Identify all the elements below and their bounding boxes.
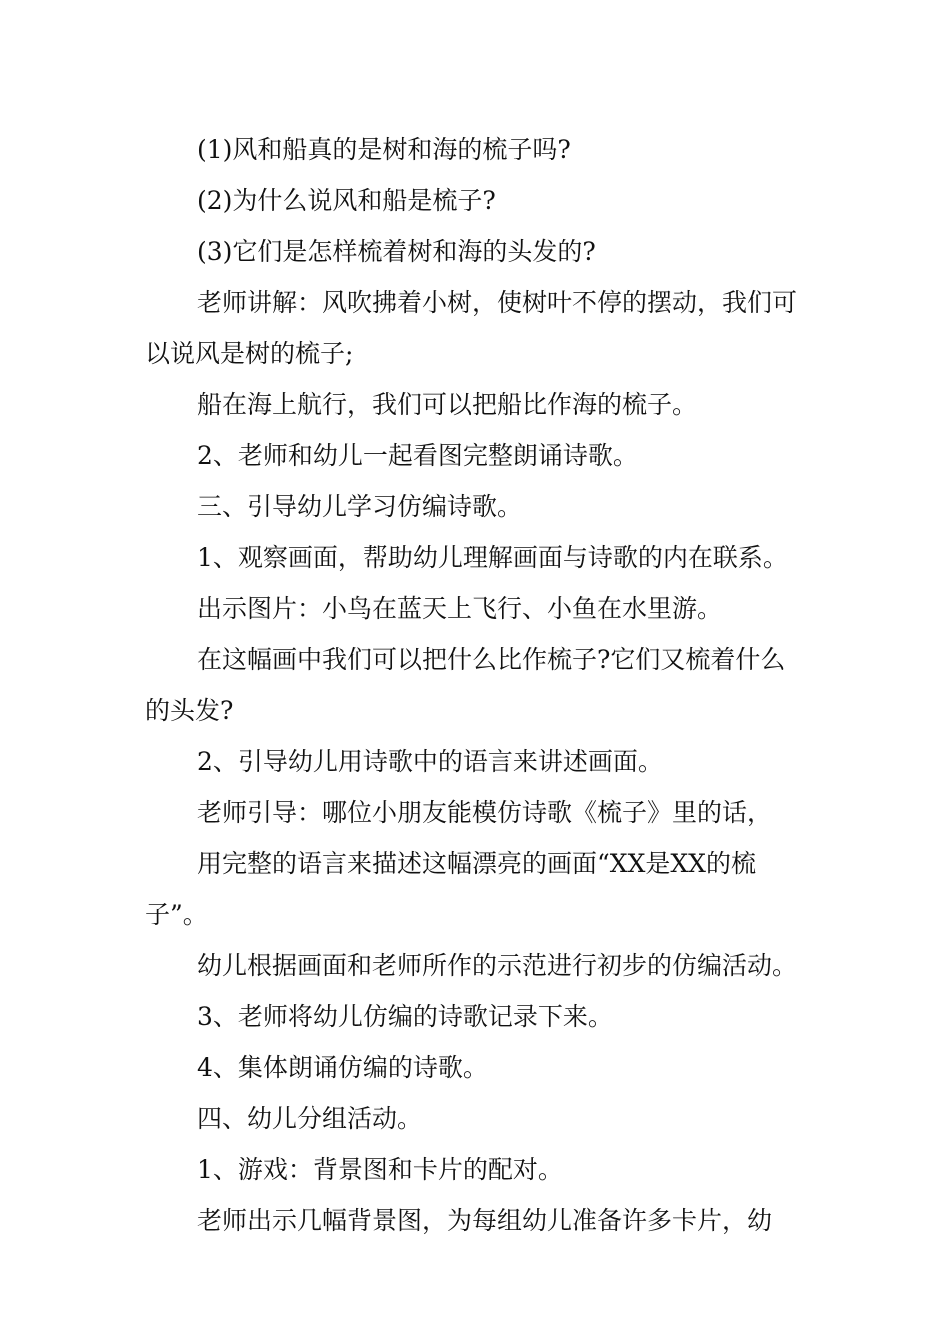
paragraph-teacher-guide: 老师引导：哪位小朋友能模仿诗歌《梳子》里的话， — [197, 798, 773, 827]
paragraph-question-2: (2)为什么说风和船是梳子? — [197, 186, 496, 215]
paragraph-step-2-recite: 2、老师和幼儿一起看图完整朗诵诗歌。 — [197, 441, 638, 470]
paragraph-teacher-shows: 老师出示几幅背景图，为每组幼儿准备许多卡片，幼 — [197, 1206, 773, 1235]
paragraph-step-4-recite: 4、集体朗诵仿编的诗歌。 — [197, 1053, 488, 1082]
paragraph-boat-comb: 船在海上航行，我们可以把船比作海的梳子。 — [197, 390, 698, 419]
paragraph-children-imitate: 幼儿根据画面和老师所作的示范进行初步的仿编活动。 — [197, 951, 798, 980]
paragraph-question-1: (1)风和船真的是树和海的梳子吗? — [197, 135, 571, 164]
paragraph-step-1-observe: 1、观察画面，帮助幼儿理解画面与诗歌的内在联系。 — [197, 543, 788, 572]
paragraph-step-2-describe: 2、引导幼儿用诗歌中的语言来讲述画面。 — [197, 747, 663, 776]
section-heading-3: 三、引导幼儿学习仿编诗歌。 — [197, 492, 523, 521]
paragraph-game: 1、游戏：背景图和卡片的配对。 — [197, 1155, 563, 1184]
paragraph-show-picture: 出示图片：小鸟在蓝天上飞行、小鱼在水里游。 — [197, 594, 723, 623]
paragraph-question-3: (3)它们是怎样梳着树和海的头发的? — [197, 237, 596, 266]
section-heading-4: 四、幼儿分组活动。 — [197, 1104, 423, 1133]
paragraph-picture-question: 在这幅画中我们可以把什么比作梳子?它们又梳着什么的头发? — [145, 645, 786, 725]
document-body — [145, 124, 810, 1246]
paragraph-teacher-explanation: 老师讲解：风吹拂着小树，使树叶不停的摆动，我们可以说风是树的梳子; — [145, 288, 798, 368]
paragraph-step-3-record: 3、老师将幼儿仿编的诗歌记录下来。 — [197, 1002, 613, 1031]
paragraph-complete-language: 用完整的语言来描述这幅漂亮的画面“XX是XX的梳子”。 — [145, 849, 756, 929]
